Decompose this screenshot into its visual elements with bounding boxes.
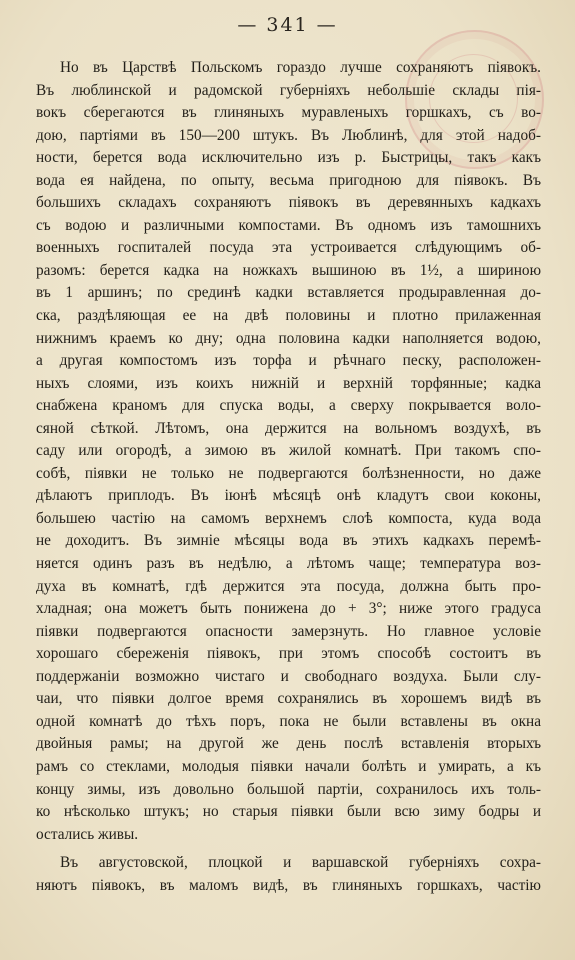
text-line: чаи, что піявки долгое время сохранялись въ хорошемъ видѣ въ (36, 690, 541, 708)
body-text (36, 57, 541, 897)
text-line: двойныя рамы; на другой же день послѣ вставленія вторыхъ (36, 735, 541, 753)
text-line: вода ея найдена, по опыту, весьма пригодною для піявокъ. Въ (36, 171, 541, 189)
text-line: въ 1 аршинъ; по срединѣ кадки вставляется продыравленная до- (36, 284, 541, 302)
text-line: нижнимъ краемъ ко дну; одна половина кадки наполняется водою, (36, 329, 541, 347)
text-line: военныхъ госпиталей посуда эта устроивается слѣдующимъ об- (36, 239, 541, 257)
text-line: рамъ со стеклами, молодыя піявки начали болѣть и умирать, а къ (36, 757, 541, 775)
text-line: разомъ: берется кадка на ножкахъ вышиною въ 1½, а шириною (36, 261, 541, 279)
paragraph-2 (36, 852, 541, 897)
text-line: няется одинъ разъ въ недѣлю, а лѣтомъ чаще; температура воз- (36, 555, 541, 573)
text-line: съ водою и различными компостами. Въ одномъ изъ тамошнихъ (36, 216, 541, 234)
text-line: одной комнатѣ до тѣхъ поръ, пока не были вставлены въ окна (36, 712, 541, 730)
text-line: саду или огородѣ, а зимою въ жилой комнатѣ. При такомъ спо- (36, 442, 541, 460)
paragraph-1 (36, 57, 541, 846)
text-line: няютъ піявокъ, въ маломъ видѣ, въ глиняныхъ горшкахъ, частію (36, 876, 541, 894)
text-line: а другая компостомъ изъ торфа и рѣчнаго песку, расположен- (36, 352, 541, 370)
text-line: хорошаго сбереженія піявокъ, при этомъ способѣ состоитъ въ (36, 645, 541, 663)
text-line: большею частію на самомъ верхнемъ слоѣ компоста, куда вода (36, 509, 541, 527)
text-line: Въ августовской, плоцкой и варшавской губерніяхъ сохра- (60, 854, 541, 872)
text-line: снабжена краномъ для спуска воды, а сверху покрывается воло- (36, 397, 541, 415)
text-line: остались живы. (36, 825, 139, 843)
text-line: Но въ Царствѣ Польскомъ гораздо лучше сохраняютъ піявокъ. (60, 59, 541, 76)
text-line: ности, берется вода исключительно изъ р. Быстрицы, такъ какъ (36, 149, 541, 167)
text-line: дою, партіями въ 150—200 штукъ. Въ Люблинѣ, для этой надоб- (36, 126, 541, 144)
text-line: вокъ сберегаются въ глиняныхъ муравленыхъ горшкахъ, съ во- (36, 104, 541, 122)
text-line: духа въ комнатѣ, гдѣ держится эта посуда, должна быть про- (36, 577, 541, 595)
text-line: піявки подвергаются опасности замерзнуть. Но главное условіе (36, 622, 541, 640)
text-line: большихъ складахъ сохраняютъ піявокъ въ деревянныхъ кадкахъ (36, 194, 541, 212)
text-line: Въ люблинской и радомской губерніяхъ небольшіе склады пія- (36, 81, 541, 99)
text-line: ска, раздѣляющая ее на двѣ половины и плотно прилаженная (36, 307, 541, 325)
text-line: сяной сѣткой. Лѣтомъ, она держится на вольномъ воздухѣ, въ (36, 419, 541, 437)
text-line: концу зимы, изъ довольно большой партіи, сохранилось ихъ толь- (36, 780, 541, 798)
text-line: дѣлаютъ приплодъ. Въ іюнѣ мѣсяцѣ онѣ кладутъ свои коконы, (36, 487, 541, 505)
page-number: — 341 — (237, 14, 338, 36)
text-line: собѣ, піявки не только не подвергаются болѣзненности, но даже (36, 464, 541, 482)
text-line: поддержаніи возможно чистаго и свободнаго воздуха. Были слу- (36, 667, 541, 685)
text-line: ныхъ слоями, изъ коихъ нижній и верхній торфянные; кадка (36, 374, 541, 392)
text-line: ко нѣсколько штукъ; но старыя піявки были всю зиму бодры и (36, 803, 541, 821)
text-line: хладная; она можетъ быть понижена до + 3°; ниже этого градуса (36, 600, 541, 618)
text-line: не доходитъ. Въ зимніе мѣсяцы вода въ этихъ кадкахъ перемѣ- (36, 532, 541, 550)
